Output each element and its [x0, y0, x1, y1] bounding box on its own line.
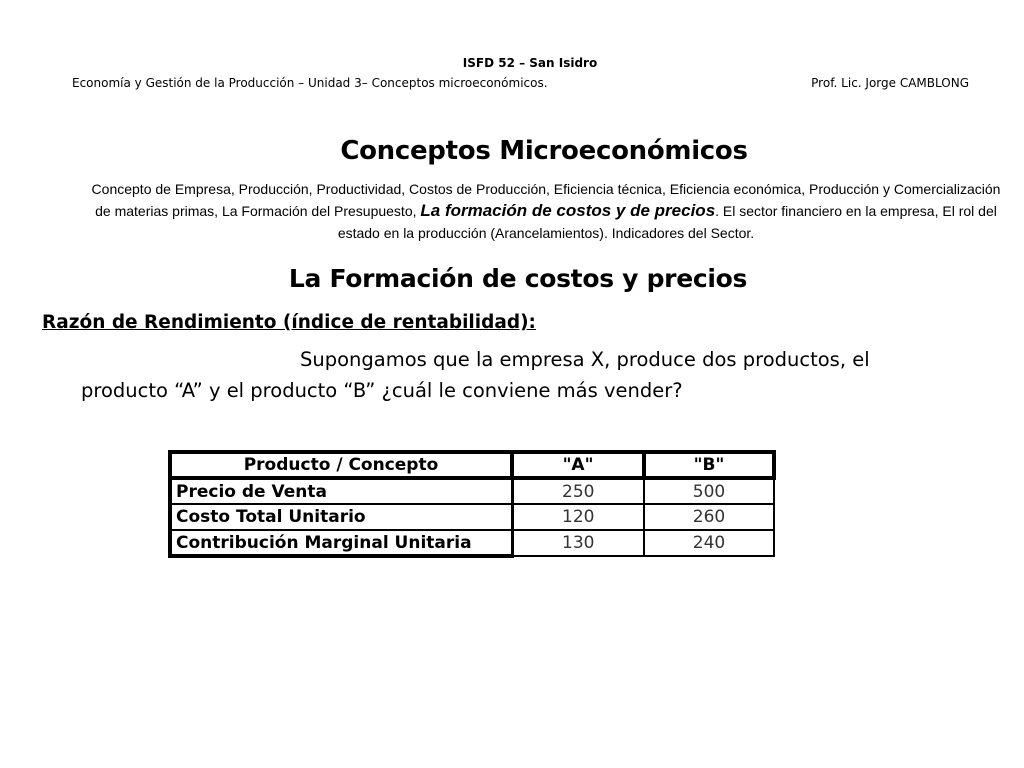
row-value-a: 130: [512, 530, 644, 556]
cost-table: [168, 450, 776, 558]
topics-text-end: . El sector financiero en la empresa, El rol del estado en la producción (Arancelamientos). Indicadores del Sector.: [337, 203, 997, 241]
table-header-row: [170, 452, 774, 478]
row-label: Contribución Marginal Unitaria: [170, 530, 512, 556]
row-value-b: 500: [644, 478, 774, 504]
row-value-b: 260: [644, 504, 774, 530]
row-label: Costo Total Unitario: [170, 504, 512, 530]
table-header-a: "A": [512, 452, 644, 478]
subheading: Razón de Rendimiento (índice de rentabilidad):: [42, 312, 536, 333]
table-header-b: "B": [644, 452, 774, 478]
table-row: [170, 478, 774, 504]
page-title: Conceptos Microeconómicos: [340, 136, 748, 166]
row-value-a: 250: [512, 478, 644, 504]
row-label: Precio de Venta: [170, 478, 512, 504]
row-value-a: 120: [512, 504, 644, 530]
row-value-b: 240: [644, 530, 774, 556]
table-row: [170, 530, 774, 556]
professor-header: Prof. Lic. Jorge CAMBLONG: [811, 76, 969, 90]
course-header: Economía y Gestión de la Producción – Unidad 3– Conceptos microeconómicos.: [72, 76, 548, 90]
table-row: [170, 504, 774, 530]
paragraph-line-1: Supongamos que la empresa X, produce dos productos, el: [300, 348, 870, 371]
institution-header: ISFD 52 – San Isidro: [462, 56, 598, 70]
topics-highlight: La formación de costos y de precios: [420, 201, 716, 220]
topics-paragraph: [90, 178, 1002, 244]
paragraph-line-2: producto “A” y el producto “B” ¿cuál le conviene más vender?: [81, 379, 683, 402]
topics-text: Concepto de Empresa, Producción, Productividad, Costos de Producción, Eficiencia técnica, Eficiencia económica, Producción y Comercialización de materias primas, La Formación del Presupuesto,: [91, 181, 1001, 219]
table-header-concept: Producto / Concepto: [170, 452, 512, 478]
section-title: La Formación de costos y precios: [288, 264, 748, 293]
